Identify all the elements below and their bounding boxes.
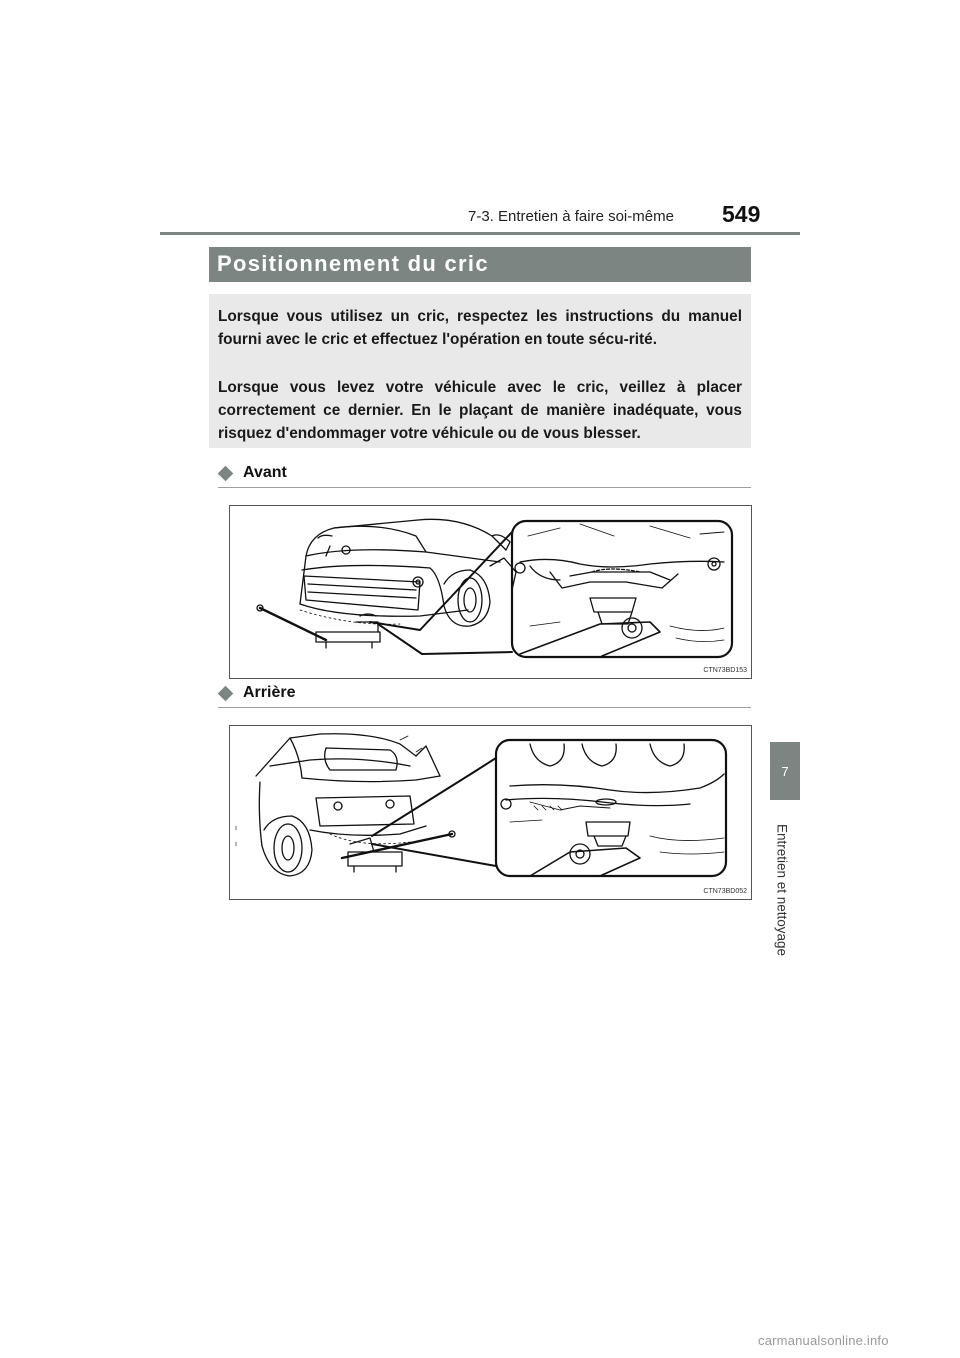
section-title-bar <box>209 247 751 282</box>
diamond-bullet-icon <box>218 465 234 481</box>
page-number: 549 <box>722 201 761 227</box>
rear-jack-illustration <box>230 726 751 899</box>
intro-paragraph-2: Lorsque vous levez votre véhicule avec le cric, veillez à placer correctement ce dernier. En le plaçant de manière inadéquate, vous risquez d'endommager votre véhicule ou de vous blesser. <box>218 379 742 442</box>
figure-rear-code: CTN73BD052 <box>703 888 747 895</box>
intro-paragraph-1: Lorsque vous utilisez un cric, respectez les instructions du manuel fourni avec le cric et effectuez l'opération en toute sécu-rité. <box>218 308 742 348</box>
watermark-text: carmanualsonline.info <box>758 1333 889 1348</box>
header-section-title: 7-3. Entretien à faire soi-même <box>468 208 674 225</box>
figure-rear-jack-point <box>229 725 752 900</box>
chapter-tab-label <box>762 805 802 975</box>
chapter-tab-label-text: Entretien et nettoyage <box>774 823 790 957</box>
subheading-front <box>218 464 287 482</box>
header-rule <box>160 232 800 235</box>
figure-front-jack-point <box>229 505 752 679</box>
subheading-front-label: Avant <box>243 464 287 481</box>
intro-box <box>209 294 751 448</box>
subheading-rear-label: Arrière <box>243 684 296 701</box>
subheading-rear-rule <box>218 707 751 708</box>
figure-front-code: CTN73BD153 <box>703 667 747 674</box>
subheading-front-rule <box>218 487 751 488</box>
subheading-rear <box>218 684 295 702</box>
section-title: Positionnement du cric <box>217 251 489 276</box>
diamond-bullet-icon <box>218 685 234 701</box>
chapter-tab-number: 7 <box>770 742 800 800</box>
front-jack-illustration <box>230 506 751 678</box>
